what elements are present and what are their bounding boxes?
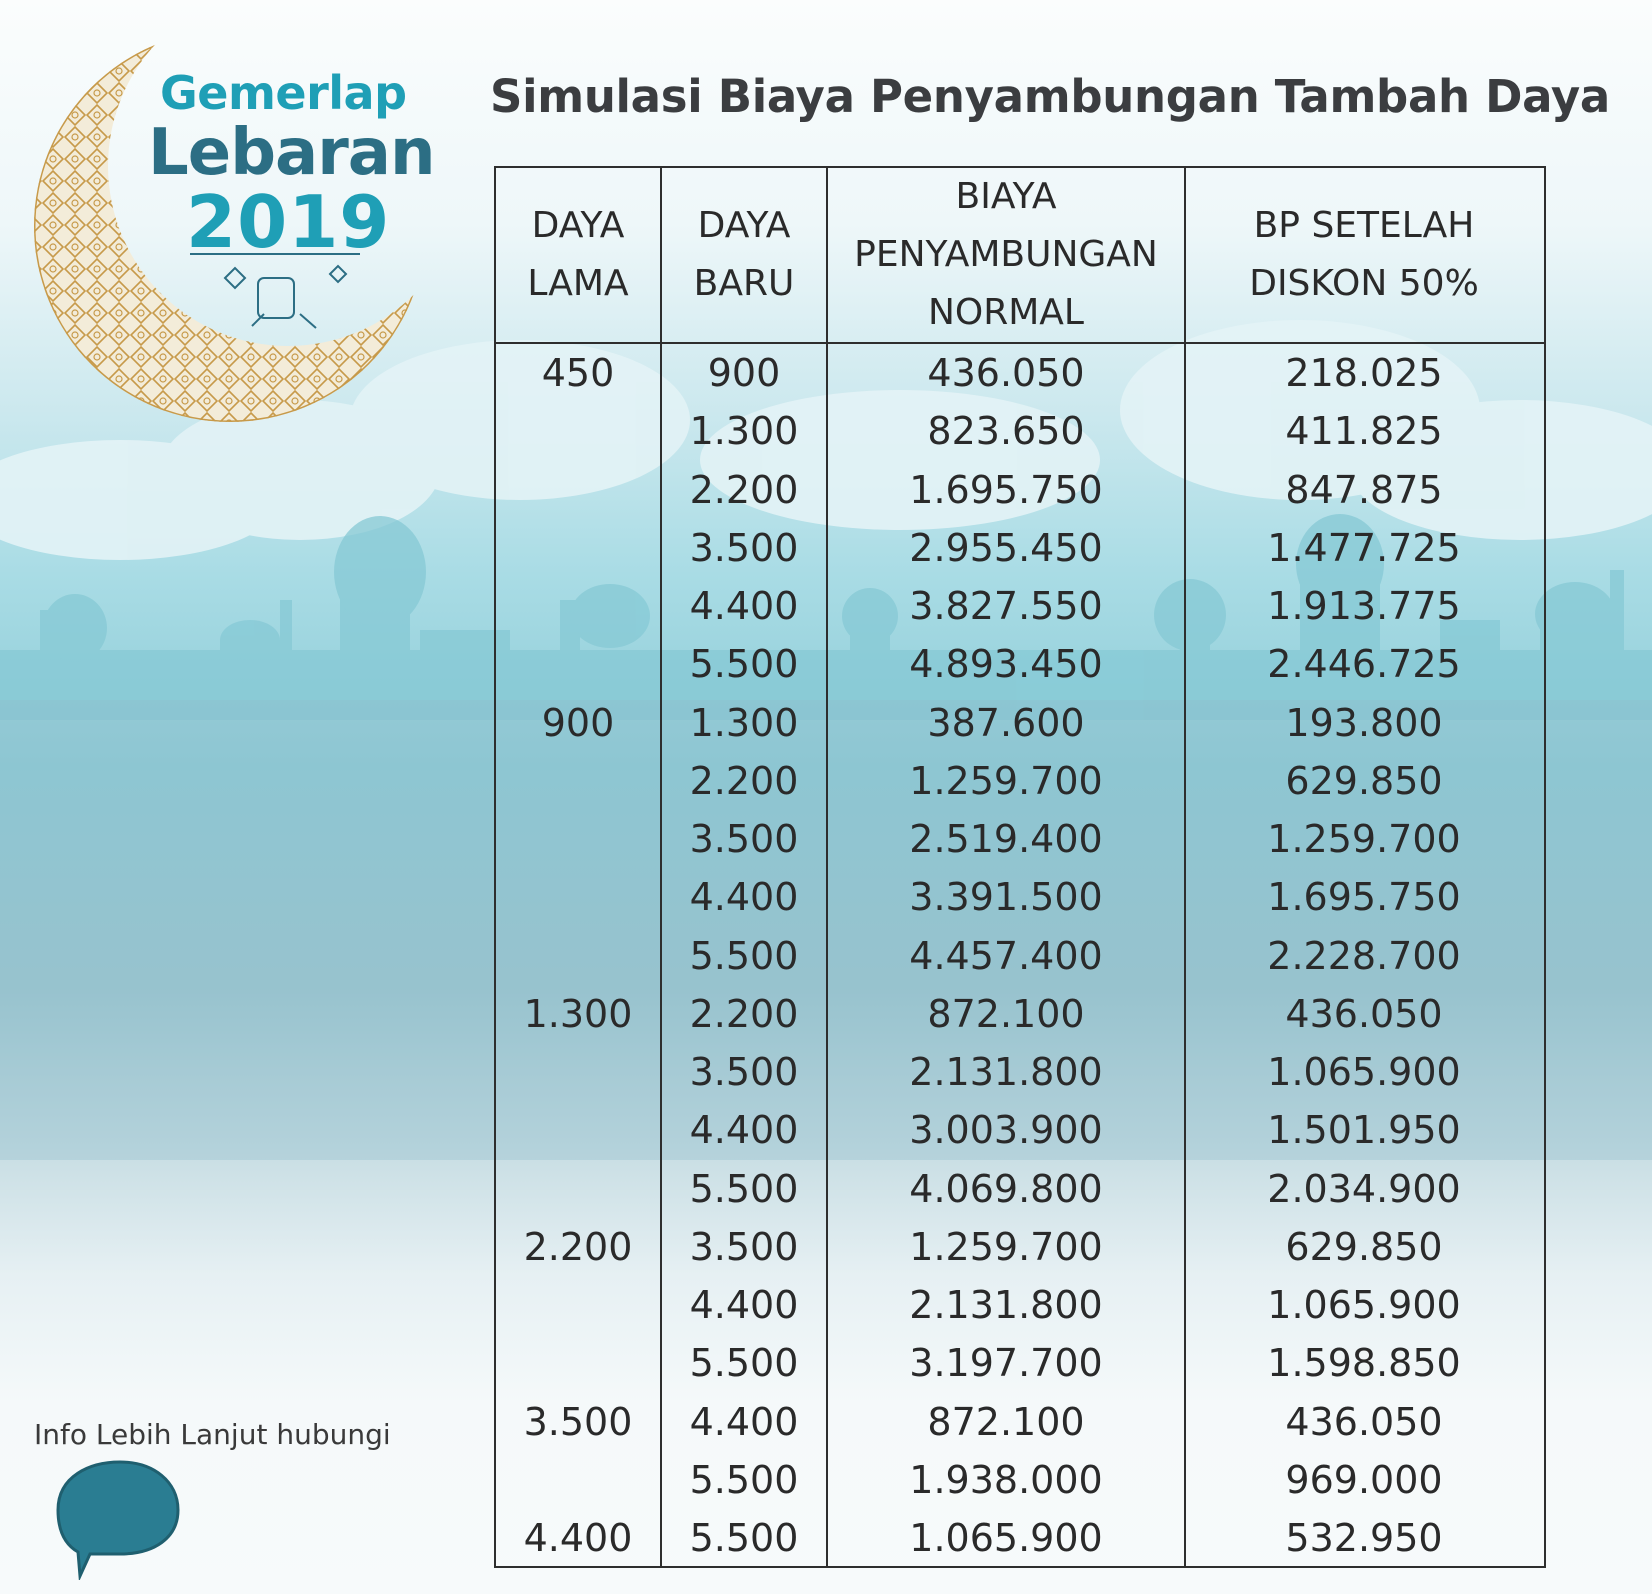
cell-daya-baru: 1.300 [689, 409, 799, 454]
header-text: PENYAMBUNGAN [854, 234, 1158, 275]
cell-bp-diskon: 411.825 [1285, 409, 1443, 454]
cell-daya-lama: 2.200 [523, 1224, 633, 1269]
cell-biaya-normal: 1.065.900 [909, 1516, 1103, 1560]
cell-daya-baru: 2.200 [689, 467, 799, 512]
cell-bp-diskon: 2.228.700 [1267, 933, 1461, 978]
cell-biaya-normal: 1.938.000 [909, 1457, 1103, 1502]
header-text: LAMA [527, 263, 629, 304]
cell-bp-diskon: 1.598.850 [1267, 1341, 1461, 1386]
cell-biaya-normal: 2.131.800 [909, 1283, 1103, 1327]
cell-daya-baru: 1.300 [689, 700, 799, 745]
cell-daya-lama: 4.400 [523, 1516, 633, 1560]
cell-daya-baru: 2.200 [689, 991, 799, 1036]
cell-daya-baru: 5.500 [689, 642, 799, 687]
cell-bp-diskon: 1.477.725 [1267, 525, 1461, 570]
cell-daya-baru: 3.500 [689, 817, 799, 861]
cell-bp-diskon: 1.259.700 [1267, 817, 1461, 861]
cell-bp-diskon: 629.850 [1285, 1224, 1443, 1269]
cell-daya-baru: 3.500 [689, 525, 799, 570]
header-biaya-normal [828, 168, 1184, 342]
cell-biaya-normal: 823.650 [927, 409, 1085, 454]
header-text: BARU [693, 263, 795, 304]
logo-title-line2: Lebaran [148, 116, 435, 190]
header-text: BIAYA [955, 176, 1057, 217]
header-daya-baru [662, 168, 826, 342]
header-text: BP SETELAH [1253, 205, 1475, 246]
cell-bp-diskon: 218.025 [1285, 351, 1443, 395]
cell-bp-diskon: 629.850 [1285, 758, 1443, 803]
tariff-table [494, 166, 1546, 1568]
cell-biaya-normal: 872.100 [927, 1399, 1085, 1444]
cell-biaya-normal: 4.069.800 [909, 1166, 1103, 1211]
cell-bp-diskon: 1.065.900 [1267, 1050, 1461, 1094]
header-text: DAYA [697, 205, 791, 246]
cell-daya-baru: 4.400 [689, 584, 799, 628]
cell-bp-diskon: 847.875 [1285, 467, 1443, 512]
cell-daya-baru: 5.500 [689, 933, 799, 978]
cell-biaya-normal: 3.197.700 [909, 1341, 1103, 1386]
cell-daya-baru: 3.500 [689, 1224, 799, 1269]
cell-biaya-normal: 2.131.800 [909, 1050, 1103, 1094]
contact-center-badge-icon [50, 1460, 182, 1580]
cell-bp-diskon: 532.950 [1285, 1516, 1443, 1560]
header-daya-lama [496, 168, 660, 342]
header-text: DISKON 50% [1249, 263, 1479, 304]
cell-biaya-normal: 1.259.700 [909, 758, 1103, 803]
cell-biaya-normal: 3.003.900 [909, 1108, 1103, 1153]
page-title: Simulasi Biaya Penyambungan Tambah Daya [490, 70, 1610, 123]
cell-biaya-normal: 3.827.550 [909, 584, 1103, 628]
cell-bp-diskon: 1.695.750 [1267, 875, 1461, 920]
cell-biaya-normal: 436.050 [927, 351, 1085, 395]
cell-bp-diskon: 193.800 [1285, 700, 1443, 745]
cell-biaya-normal: 872.100 [927, 991, 1085, 1036]
cell-daya-baru: 4.400 [689, 875, 799, 920]
logo-title-line1: Gemerlap [160, 66, 407, 120]
cell-daya-baru: 5.500 [689, 1166, 799, 1211]
cell-daya-lama: 900 [541, 700, 615, 745]
cell-daya-baru: 4.400 [689, 1283, 799, 1327]
cell-biaya-normal: 4.893.450 [909, 642, 1103, 687]
cell-bp-diskon: 436.050 [1285, 1399, 1443, 1444]
cell-biaya-normal: 1.259.700 [909, 1224, 1103, 1269]
cell-bp-diskon: 2.446.725 [1267, 642, 1461, 687]
cell-daya-baru: 2.200 [689, 758, 799, 803]
cell-daya-baru: 5.500 [689, 1516, 799, 1560]
cell-bp-diskon: 2.034.900 [1267, 1166, 1461, 1211]
cell-biaya-normal: 4.457.400 [909, 933, 1103, 978]
cell-biaya-normal: 1.695.750 [909, 467, 1103, 512]
cell-daya-baru: 5.500 [689, 1457, 799, 1502]
cell-biaya-normal: 387.600 [927, 700, 1085, 745]
cell-daya-lama: 450 [541, 351, 615, 395]
cell-daya-baru: 4.400 [689, 1399, 799, 1444]
cell-biaya-normal: 2.955.450 [909, 525, 1103, 570]
cell-daya-baru: 5.500 [689, 1341, 799, 1386]
cell-daya-baru: 3.500 [689, 1050, 799, 1094]
cell-daya-baru: 4.400 [689, 1108, 799, 1153]
event-logo [20, 16, 440, 436]
cell-daya-lama: 1.300 [523, 991, 633, 1036]
cell-bp-diskon: 436.050 [1285, 991, 1443, 1036]
cell-biaya-normal: 3.391.500 [909, 875, 1103, 920]
cell-biaya-normal: 2.519.400 [909, 817, 1103, 861]
header-text: DAYA [531, 205, 625, 246]
info-text: Info Lebih Lanjut hubungi [34, 1418, 391, 1451]
cell-bp-diskon: 1.501.950 [1267, 1108, 1461, 1153]
header-text: NORMAL [927, 292, 1084, 333]
logo-year: 2019 [186, 180, 391, 264]
cell-bp-diskon: 969.000 [1285, 1457, 1443, 1502]
cell-daya-baru: 900 [707, 351, 781, 395]
header-bp-diskon [1186, 168, 1542, 342]
cell-daya-lama: 3.500 [523, 1399, 633, 1444]
cell-bp-diskon: 1.065.900 [1267, 1283, 1461, 1327]
cell-bp-diskon: 1.913.775 [1267, 584, 1461, 628]
